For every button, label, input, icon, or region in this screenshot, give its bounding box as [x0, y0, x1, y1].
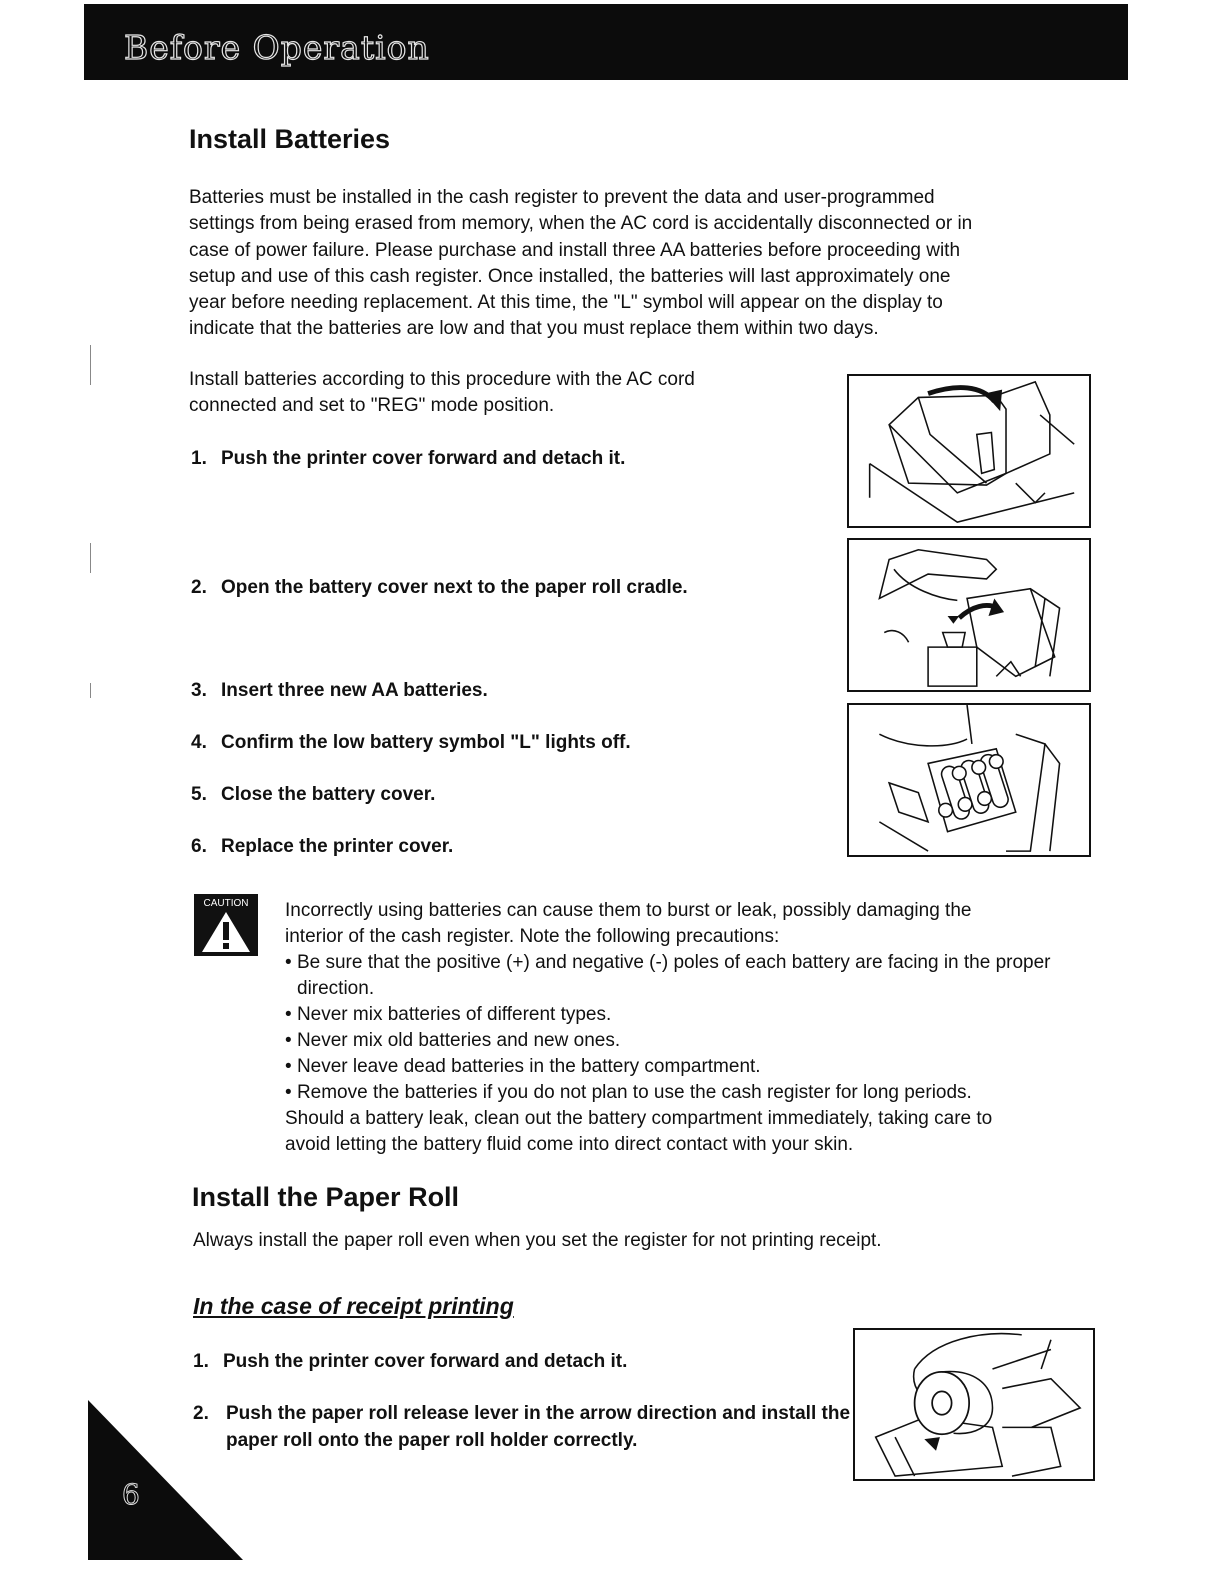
battery-step-1 — [191, 445, 625, 472]
caution-badge-text: CAUTION — [203, 898, 249, 909]
header-title: Before Operation — [124, 28, 430, 67]
paper-step-2 — [193, 1400, 866, 1454]
margin-mark — [90, 683, 91, 698]
battery-step-5 — [191, 781, 435, 808]
caution-bullet: • Never mix batteries of different types. — [285, 1004, 612, 1025]
step-number: 6. — [191, 836, 207, 857]
step-number: 1. — [193, 1351, 209, 1372]
intro-line: indicate that the batteries are low and that you must replace them within two days. — [189, 318, 879, 340]
page-corner-tab — [88, 1400, 268, 1560]
intro-line: settings from being erased from memory, when the AC cord is accidentally disconnected or in — [189, 213, 973, 235]
procedure-intro-line: connected and set to "REG" mode position. — [189, 395, 555, 417]
step-text: Close the battery cover. — [221, 784, 436, 805]
caution-bullet: • Never leave dead batteries in the battery compartment. — [285, 1056, 761, 1077]
battery-step-6 — [191, 833, 453, 860]
batteries-illustration — [849, 705, 1089, 855]
step-text: Insert three new AA batteries. — [221, 680, 488, 701]
battery-step-2 — [191, 574, 688, 601]
figure-battery-cover — [847, 538, 1091, 692]
caution-closing-line: avoid letting the battery fluid come into direct contact with your skin. — [285, 1134, 854, 1155]
step-number: 2. — [191, 577, 207, 598]
battery-cover-illustration — [849, 540, 1089, 690]
step-text: Push the printer cover forward and detach it. — [221, 448, 626, 469]
receipt-printing-subheading: In the case of receipt printing — [193, 1293, 514, 1319]
printer-cover-illustration — [849, 376, 1089, 526]
caution-bullet: • Be sure that the positive (+) and negative (-) poles of each battery are facing in the proper direction. — [285, 952, 1051, 999]
step-number: 3. — [191, 680, 207, 701]
intro-line: setup and use of this cash register. Once installed, the batteries will last approximately one — [189, 265, 951, 287]
caution-icon — [194, 894, 258, 956]
step-text: Open the battery cover next to the paper roll cradle. — [221, 577, 688, 598]
battery-step-3 — [191, 677, 488, 704]
page-number: 6 — [122, 1478, 140, 1511]
section-heading-batteries: Install Batteries — [189, 124, 391, 154]
step-number: 1. — [191, 448, 207, 469]
step-text: Confirm the low battery symbol "L" lights off. — [221, 732, 631, 753]
intro-line: Batteries must be installed in the cash register to prevent the data and user-programmed — [189, 187, 935, 208]
step-text: Push the paper roll release lever in the arrow direction and install the paper roll onto the paper roll holder correctly. — [226, 1403, 851, 1451]
step-number: 4. — [191, 732, 207, 753]
margin-mark — [90, 345, 91, 385]
caution-bullet: • Remove the batteries if you do not plan to use the cash register for long periods. — [285, 1082, 972, 1103]
figure-paper-roll — [853, 1328, 1095, 1481]
procedure-intro-line: Install batteries according to this procedure with the AC cord — [189, 369, 695, 390]
intro-line: year before needing replacement. At this time, the "L" symbol will appear on the display to — [189, 292, 943, 314]
figure-printer-cover — [847, 374, 1091, 528]
header-bar — [84, 4, 1128, 80]
caution-intro-line: Incorrectly using batteries can cause them to burst or leak, possibly damaging the — [285, 900, 972, 921]
step-text: Push the printer cover forward and detach it. — [223, 1351, 628, 1372]
battery-step-4 — [191, 729, 631, 756]
batteries-intro — [189, 185, 1099, 343]
step-number: 2. — [193, 1403, 209, 1424]
caution-text — [285, 898, 1105, 1158]
caution-intro-line: interior of the cash register. Note the following precautions: — [285, 926, 780, 947]
step-text: Replace the printer cover. — [221, 836, 454, 857]
figure-batteries — [847, 703, 1091, 857]
paper-roll-illustration — [855, 1330, 1093, 1479]
paper-step-1 — [193, 1348, 627, 1375]
margin-mark — [90, 543, 91, 573]
paper-roll-intro: Always install the paper roll even when you set the register for not printing receipt. — [193, 1230, 882, 1251]
section-heading-paper-roll: Install the Paper Roll — [192, 1182, 460, 1212]
caution-closing-line: Should a battery leak, clean out the battery compartment immediately, taking care to — [285, 1108, 993, 1129]
intro-line: case of power failure. Please purchase and install three AA batteries before proceeding with — [189, 239, 961, 261]
caution-bullet: • Never mix old batteries and new ones. — [285, 1030, 621, 1051]
procedure-intro — [189, 367, 809, 420]
step-number: 5. — [191, 784, 207, 805]
